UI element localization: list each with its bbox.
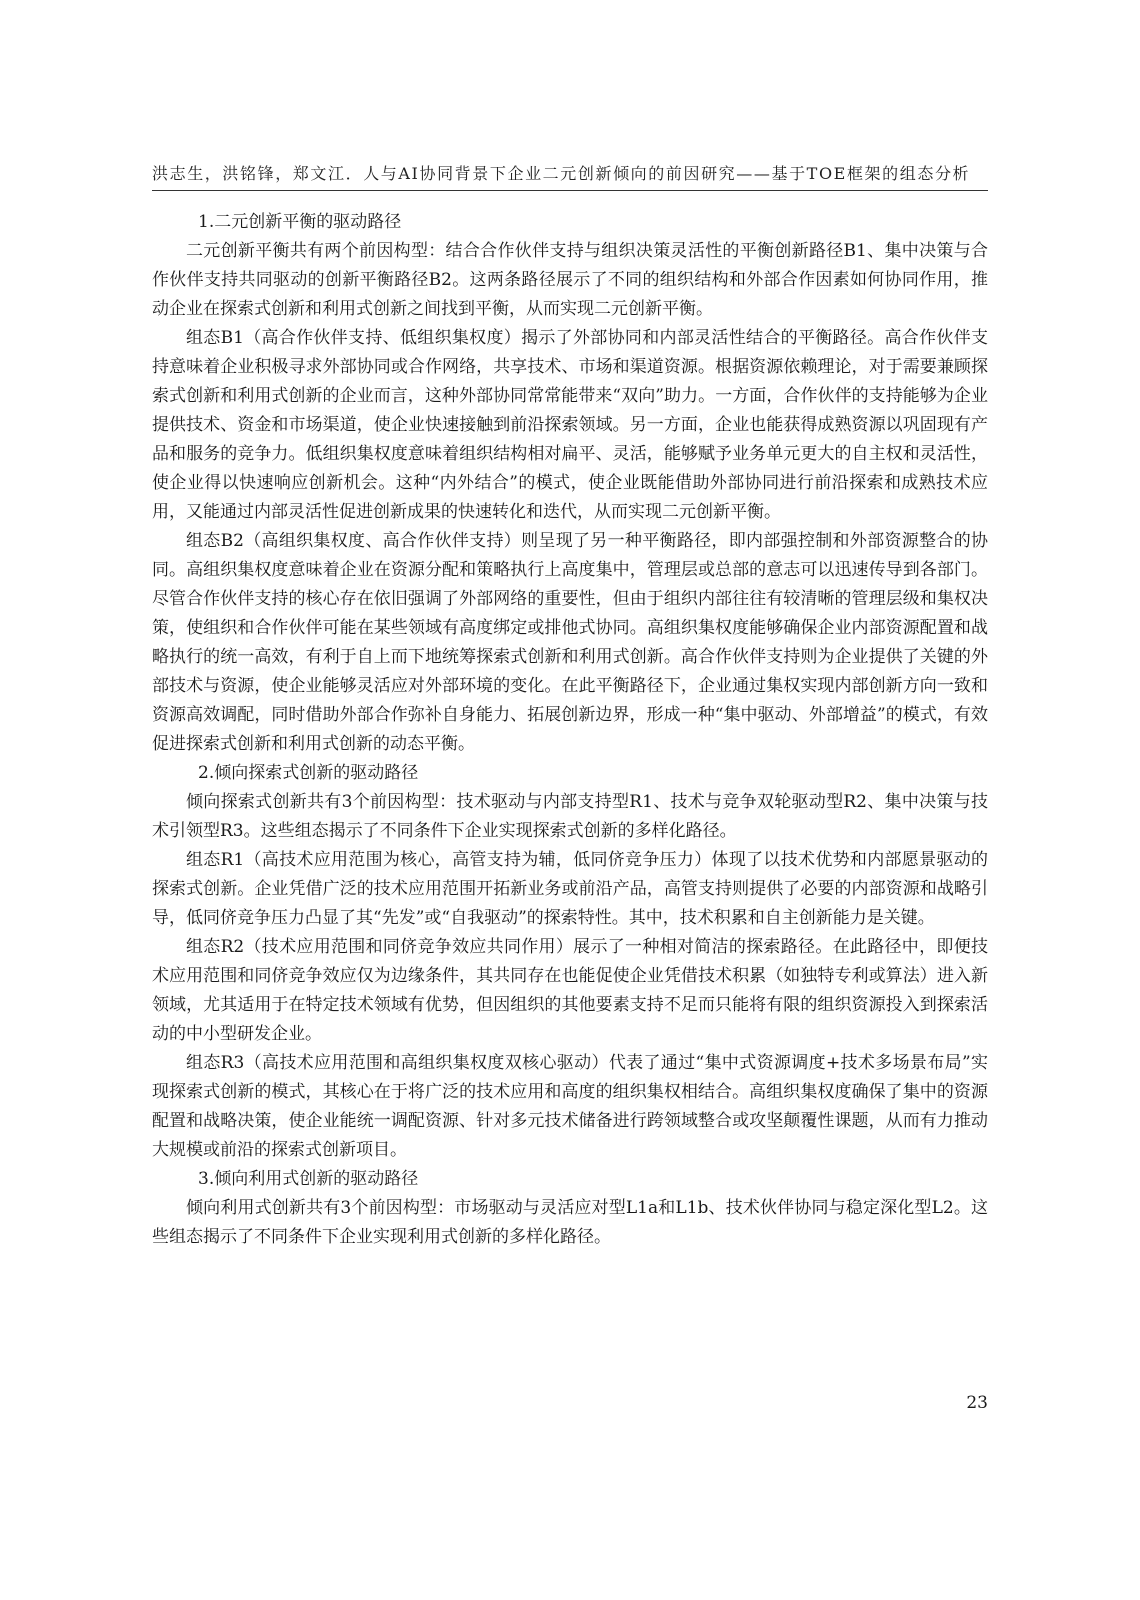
paragraph: 组态B1（高合作伙伴支持、低组织集权度）揭示了外部协同和内部灵活性结合的平衡路径。高合作伙伴支持意味着企业积极寻求外部协同或合作网络，共享技术、市场和渠道资源。根据资源依赖理论，对于需要兼顾探索式创新和利用式创新的企业而言，这种外部协同常常能带来“双向”助力。一方面，合作伙伴的支持能够为企业提供技术、资金和市场渠道，使企业快速接触到前沿探索领域。另一方面，企业也能获得成熟资源以巩固现有产品和服务的竞争力。低组织集权度意味着组织结构相对扁平、灵活，能够赋予业务单元更大的自主权和灵活性，使企业得以快速响应创新机会。这种“内外结合”的模式，使企业既能借助外部协同进行前沿探索和成熟技术应用，又能通过内部灵活性促进创新成果的快速转化和迭代，从而实现二元创新平衡。 xyxy=(152,328,988,522)
section-heading: 3.倾向利用式创新的驱动路径 xyxy=(198,1169,419,1189)
paragraph: 组态B2（高组织集权度、高合作伙伴支持）则呈现了另一种平衡路径，即内部强控制和外部资源整合的协同。高组织集权度意味着企业在资源分配和策略执行上高度集中，管理层或总部的意志可以迅速传导到各部门。尽管合作伙伴支持的核心存在依旧强调了外部网络的重要性，但由于组织内部往往有较清晰的管理层级和集权决策，使组织和合作伙伴可能在某些领域有高度绑定或排他式协同。高组织集权度能够确保企业内部资源配置和战略执行的统一高效，有利于自上而下地统筹探索式创新和利用式创新。高合作伙伴支持则为企业提供了关键的外部技术与资源，使企业能够灵活应对外部环境的变化。在此平衡路径下，企业通过集权实现内部创新方向一致和资源高效调配，同时借助外部合作弥补自身能力、拓展创新边界，形成一种“集中驱动、外部增益”的模式，有效促进探索式创新和利用式创新的动态平衡。 xyxy=(152,531,988,754)
section-heading: 2.倾向探索式创新的驱动路径 xyxy=(198,763,419,783)
header-rule xyxy=(152,190,988,191)
running-header: 洪志生，洪铭锋，郑文江．人与AI协同背景下企业二元创新倾向的前因研究——基于TOE框架的组态分析 xyxy=(152,164,971,183)
paragraph: 组态R1（高技术应用范围为核心，高管支持为辅，低同侪竞争压力）体现了以技术优势和内部愿景驱动的探索式创新。企业凭借广泛的技术应用范围开拓新业务或前沿产品，高管支持则提供了必要的内部资源和战略引导，低同侪竞争压力凸显了其“先发”或“自我驱动”的探索特性。其中，技术积累和自主创新能力是关键。 xyxy=(152,850,988,928)
paragraph: 组态R2（技术应用范围和同侪竞争效应共同作用）展示了一种相对简洁的探索路径。在此路径中，即便技术应用范围和同侪竞争效应仅为边缘条件，其共同存在也能促使企业凭借技术积累（如独特专利或算法）进入新领域，尤其适用于在特定技术领域有优势，但因组织的其他要素支持不足而只能将有限的组织资源投入到探索活动的中小型研发企业。 xyxy=(152,937,988,1044)
article-body xyxy=(152,208,988,1252)
paragraph: 倾向探索式创新共有3个前因构型：技术驱动与内部支持型R1、技术与竞争双轮驱动型R2、集中决策与技术引领型R3。这些组态揭示了不同条件下企业实现探索式创新的多样化路径。 xyxy=(152,792,988,841)
paragraph: 组态R3（高技术应用范围和高组织集权度双核心驱动）代表了通过“集中式资源调度+技术多场景布局”实现探索式创新的模式，其核心在于将广泛的技术应用和高度的组织集权相结合。高组织集权度确保了集中的资源配置和战略决策，使企业能统一调配资源、针对多元技术储备进行跨领域整合或攻坚颠覆性课题，从而有力推动大规模或前沿的探索式创新项目。 xyxy=(152,1053,988,1160)
paragraph: 二元创新平衡共有两个前因构型：结合合作伙伴支持与组织决策灵活性的平衡创新路径B1、集中决策与合作伙伴支持共同驱动的创新平衡路径B2。这两条路径展示了不同的组织结构和外部合作因素如何协同作用，推动企业在探索式创新和利用式创新之间找到平衡，从而实现二元创新平衡。 xyxy=(152,241,988,319)
page-number: 23 xyxy=(966,1393,988,1413)
section-heading: 1.二元创新平衡的驱动路径 xyxy=(198,212,402,232)
paragraph: 倾向利用式创新共有3个前因构型：市场驱动与灵活应对型L1a和L1b、技术伙伴协同与稳定深化型L2。这些组态揭示了不同条件下企业实现利用式创新的多样化路径。 xyxy=(152,1198,988,1247)
